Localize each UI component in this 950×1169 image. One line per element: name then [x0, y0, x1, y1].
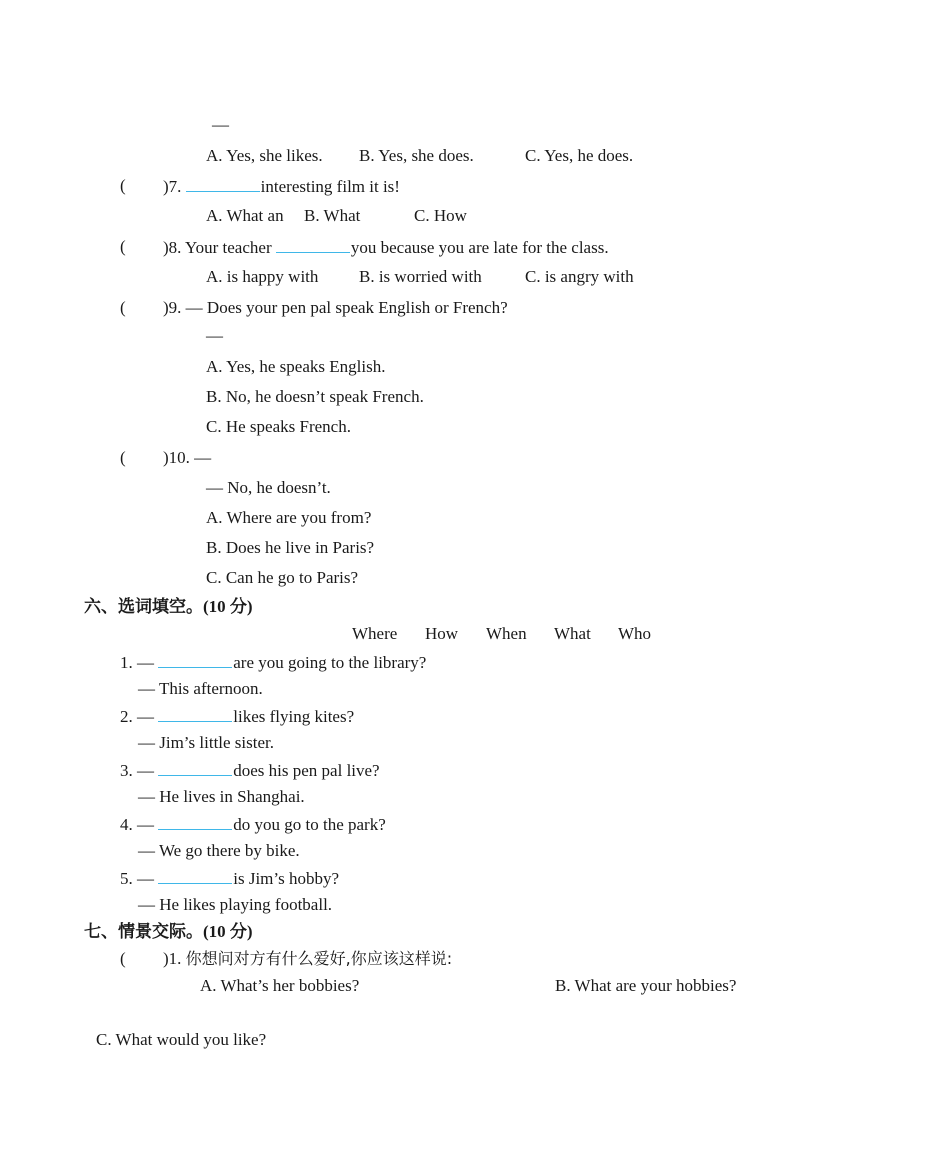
q7-option-c: C. How [414, 206, 467, 225]
s6-item5-blank[interactable] [158, 868, 232, 884]
s6-item2-blank[interactable] [158, 706, 232, 722]
q7-text: interesting film it is! [260, 177, 400, 196]
q6-option-b: B. Yes, she does. [359, 146, 474, 165]
s6-item2-number: 2. — [120, 707, 154, 726]
s6-item5-question [120, 868, 339, 889]
q7-blank[interactable] [186, 176, 260, 192]
s6-item5-number: 5. — [120, 869, 154, 888]
s6-item1-question [120, 652, 426, 673]
q10-number: )10. [163, 448, 190, 467]
s6-item5-text: is Jim’s hobby? [233, 869, 340, 888]
s6-item1-text: are you going to the library? [233, 653, 427, 672]
q8-blank[interactable] [276, 237, 350, 253]
section6-word-who: Who [618, 624, 652, 643]
q8-paren[interactable]: ( [120, 237, 126, 256]
s6-item4-number: 4. — [120, 815, 154, 834]
s7-q1-text: 你想问对方有什么爱好,你应该这样说: [185, 949, 453, 968]
s6-item1-answer: — This afternoon. [138, 679, 263, 698]
s6-item3-blank[interactable] [158, 760, 232, 776]
q10-option-a: A. Where are you from? [206, 508, 372, 527]
s6-item4-answer: — We go there by bike. [138, 841, 300, 860]
q8-option-c: C. is angry with [525, 267, 634, 286]
s7-q1-stem [163, 949, 452, 969]
s6-item2-question [120, 706, 354, 727]
s6-item1-number: 1. — [120, 653, 154, 672]
section6-word-where: Where [352, 624, 398, 643]
q9-option-c: C. He speaks French. [206, 417, 351, 436]
q7-stem [163, 176, 400, 197]
s6-item3-number: 3. — [120, 761, 154, 780]
s6-item4-blank[interactable] [158, 814, 232, 830]
q9-paren[interactable]: ( [120, 298, 126, 317]
s7-q1-option-b: B. What are your hobbies? [555, 976, 737, 995]
q7-option-b: B. What [304, 206, 361, 225]
q10-stem [163, 448, 211, 468]
s6-item3-question [120, 760, 380, 781]
q10-answer: — No, he doesn’t. [206, 478, 331, 497]
q9-text: — Does your pen pal speak English or French? [185, 298, 508, 317]
q6-option-c: C. Yes, he does. [525, 146, 634, 165]
s6-item5-answer: — He likes playing football. [138, 895, 333, 914]
q9-answer-dash: — [206, 326, 223, 345]
q8-option-a: A. is happy with [206, 267, 319, 286]
q7-paren[interactable]: ( [120, 176, 126, 195]
q10-text: — [194, 448, 212, 467]
q7-option-a: A. What an [206, 206, 284, 225]
s7-q1-number: )1. [163, 949, 182, 968]
s6-item4-text: do you go to the park? [233, 815, 386, 834]
s7-q1-option-c: C. What would you like? [96, 1030, 267, 1049]
q9-stem [163, 298, 508, 318]
q10-option-b: B. Does he live in Paris? [206, 538, 375, 557]
q10-option-c: C. Can he go to Paris? [206, 568, 359, 587]
q6-answer-dash: — [212, 115, 229, 134]
s7-q1-option-a: A. What’s her bobbies? [200, 976, 360, 995]
q9-number: )9. [163, 298, 182, 317]
s6-item2-answer: — Jim’s little sister. [138, 733, 275, 752]
section7-title: 七、情景交际。(10 分) [84, 922, 253, 941]
section6-title: 六、选词填空。(10 分) [84, 597, 253, 616]
q9-option-b: B. No, he doesn’t speak French. [206, 387, 424, 406]
q8-stem [163, 237, 609, 258]
s6-item3-answer: — He lives in Shanghai. [138, 787, 305, 806]
q6-option-a: A. Yes, she likes. [206, 146, 323, 165]
q8-option-b: B. is worried with [359, 267, 482, 286]
section6-word-when: When [486, 624, 527, 643]
q8-number: )8. [163, 238, 182, 257]
q8-pre: Your teacher [185, 238, 272, 257]
s6-item2-text: likes flying kites? [233, 707, 355, 726]
q9-option-a: A. Yes, he speaks English. [206, 357, 386, 376]
s7-q1-paren[interactable]: ( [120, 949, 126, 968]
s6-item1-blank[interactable] [158, 652, 232, 668]
section6-word-what: What [554, 624, 591, 643]
q8-text: you because you are late for the class. [350, 238, 609, 257]
s6-item3-text: does his pen pal live? [233, 761, 380, 780]
q7-number: )7. [163, 177, 182, 196]
q10-paren[interactable]: ( [120, 448, 126, 467]
s6-item4-question [120, 814, 386, 835]
section6-word-how: How [425, 624, 459, 643]
